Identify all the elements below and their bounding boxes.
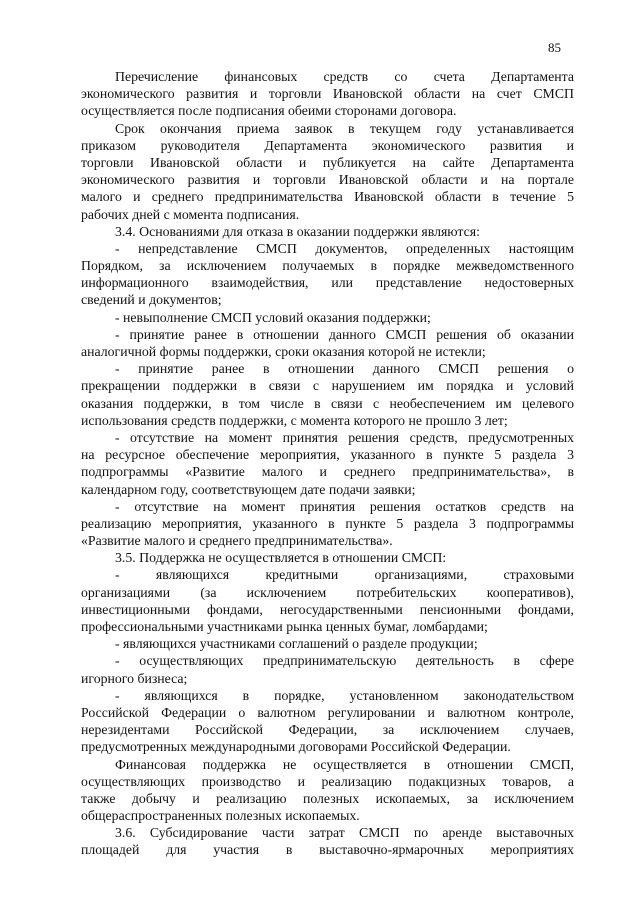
page-number: 85 (548, 40, 561, 55)
text-line: нерезидентами Российской Федерации, за исключением случаев, (81, 722, 574, 738)
text-line: сведений и документов; (81, 292, 222, 308)
paragraph (81, 498, 574, 550)
text-line: рабочих дней с момента подписания. (81, 206, 300, 222)
text-line: прекращении поддержки в связи с нарушением им порядка и условий (81, 378, 574, 394)
text-line: - принятие ранее в отношении данного СМСП решения об оказании (115, 326, 574, 342)
paragraph (81, 120, 574, 223)
text-line: инвестиционными фондами, негосударственными пенсионными фондами, (81, 601, 574, 617)
text-line: - осуществляющих предпринимательскую деятельность в сфере (115, 653, 574, 669)
text-line: приказом руководителя Департамента экономического развития и (81, 137, 574, 153)
text-line: использования средств поддержки, с момента которого не прошло 3 лет; (81, 412, 508, 428)
text-line: «Развитие малого и среднего предпринимательства». (81, 533, 393, 549)
text-line: площадей для участия в выставочно-ярмарочных мероприятиях (81, 842, 574, 858)
paragraph (81, 756, 574, 825)
text-line: подпрограммы «Развитие малого и среднего предпринимательства», в (81, 464, 574, 480)
text-line: 3.5. Поддержка не осуществляется в отношении СМСП: (115, 550, 447, 566)
text-line: информационного взаимодействия, или представление недостоверных (81, 275, 574, 291)
paragraph (81, 566, 574, 635)
text-line: оказания поддержки, в том числе в связи с необеспечением им целевого (81, 395, 574, 411)
text-line: Срок окончания приема заявок в текущем году устанавливается (115, 120, 574, 136)
paragraph (81, 309, 574, 326)
text-line: осуществляющих производство и реализацию подакцизных товаров, а (81, 773, 574, 789)
text-line: малого и среднего предпринимательства Ивановской области в течение 5 (81, 189, 574, 205)
text-line: 3.4. Основаниями для отказа в оказании поддержки являются: (115, 223, 480, 239)
paragraph (81, 360, 574, 429)
text-line: - являющихся участниками соглашений о разделе продукции; (115, 636, 478, 652)
text-line: Порядком, за исключением получаемых в порядке межведомственного (81, 258, 574, 274)
paragraph (81, 687, 574, 756)
text-line: профессиональными участниками рынка ценных бумаг, ломбардами; (81, 619, 488, 634)
document-body (81, 68, 574, 859)
paragraph (81, 240, 574, 309)
paragraph (81, 652, 574, 686)
text-line: 3.6. Субсидирование части затрат СМСП по аренде выставочных (115, 825, 574, 841)
text-line: осуществляется после подписания обеими сторонами договора. (81, 103, 457, 119)
text-line: - непредставление СМСП документов, определенных настоящим (115, 240, 574, 256)
text-line: организациями (за исключением потребительских кооперативов), (81, 584, 574, 600)
text-line: общераспространенных полезных ископаемых. (81, 808, 360, 824)
paragraph (81, 429, 574, 498)
text-line: - отсутствие на момент принятия решения остатков средств на (115, 498, 574, 514)
text-line: на ресурсное обеспечение мероприятия, указанного в пункте 5 раздела 3 (81, 447, 574, 463)
paragraph (81, 824, 574, 858)
text-line: реализацию мероприятия, указанного в пункте 5 раздела 3 подпрограммы (81, 515, 574, 531)
text-line: - являющихся в порядке, установленном законодательством (115, 687, 574, 703)
text-line: Финансовая поддержка не осуществляется в отношении СМСП, (115, 756, 574, 772)
text-line: - принятие ранее в отношении данного СМСП решения о (115, 361, 574, 377)
paragraph (81, 68, 574, 120)
paragraph (81, 549, 574, 566)
text-line: - отсутствие на момент принятия решения средств, предусмотренных (115, 429, 574, 445)
text-line: Перечисление финансовых средств со счета Департамента (115, 69, 574, 84)
text-line: календарном году, соответствующем дате подачи заявки; (81, 481, 416, 497)
text-line: - невыполнение СМСП условий оказания поддержки; (115, 309, 431, 325)
text-line: Российской Федерации о валютном регулировании и валютном контроле, (81, 704, 574, 720)
paragraph (81, 223, 574, 240)
text-line: торговли Ивановской области и публикуется на сайте Департамента (81, 154, 574, 170)
text-line: - являющихся кредитными организациями, страховыми (115, 567, 574, 583)
text-line: предусмотренных международными договорами Российской Федерации. (81, 739, 511, 755)
text-line: также добычу и реализацию полезных ископаемых, за исключением (81, 790, 574, 806)
text-line: экономического развития и торговли Ивановской области на счет СМСП (81, 86, 574, 102)
paragraph (81, 635, 574, 652)
text-line: аналогичной формы поддержки, сроки оказания которой не истекли; (81, 344, 486, 359)
paragraph (81, 326, 574, 360)
text-line: экономического развития и торговли Ивановской области и на портале (81, 172, 574, 188)
text-line: игорного бизнеса; (81, 670, 188, 686)
